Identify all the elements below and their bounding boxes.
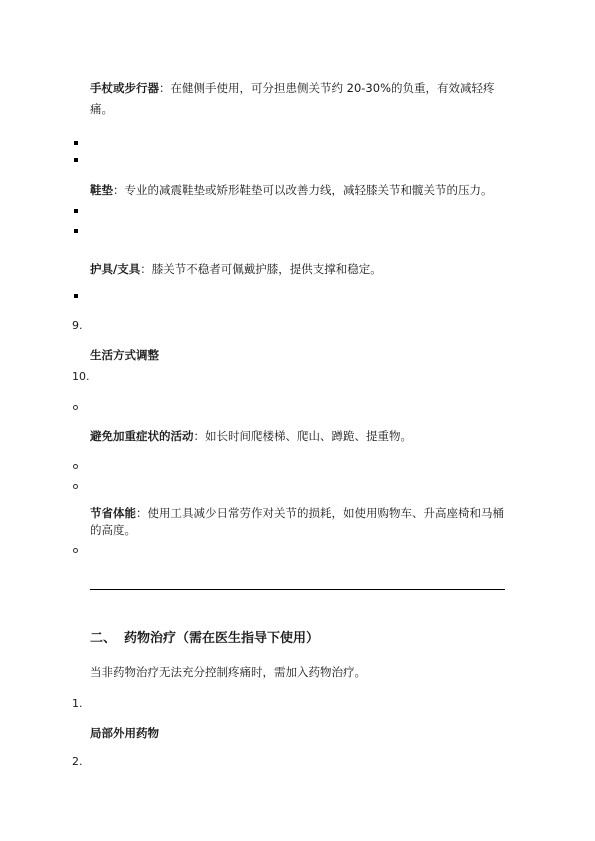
drug-intro: 当非药物治疗无法充分控制疼痛时，需加入药物治疗。 — [90, 665, 366, 679]
save-item — [90, 505, 508, 539]
lifestyle-heading: 生活方式调整 — [90, 348, 159, 362]
insole-item — [90, 180, 508, 201]
avoid-item — [90, 426, 508, 447]
circle-bullet — [73, 548, 78, 553]
square-bullet — [74, 294, 78, 298]
save-sep: ： — [136, 506, 148, 520]
avoid-text: 如长时间爬楼梯、爬山、蹲跪、提重物。 — [205, 429, 412, 443]
horizontal-rule — [90, 589, 505, 590]
avoid-sep: ： — [193, 429, 205, 443]
insole-term: 鞋垫 — [90, 183, 113, 197]
section-2-heading — [90, 627, 319, 646]
list-number-1: 1. — [72, 697, 83, 710]
square-bullet — [74, 141, 78, 145]
circle-bullet — [73, 464, 78, 469]
circle-bullet — [73, 484, 78, 489]
square-bullet — [74, 209, 78, 213]
list-number-9: 9. — [72, 319, 83, 332]
list-number-10: 10. — [72, 370, 90, 383]
section-2-title: 药物治疗（需在医生指导下使用） — [124, 631, 320, 646]
square-bullet — [74, 229, 78, 233]
insole-text: 专业的减震鞋垫或矫形鞋垫可以改善力线，减轻膝关节和髋关节的压力。 — [124, 183, 493, 197]
crutch-sep: ： — [159, 81, 171, 95]
crutch-text: 在健侧手使用，可分担患侧关节约 20-30%的负重，有效减轻疼痛。 — [90, 81, 495, 116]
square-bullet — [74, 158, 78, 162]
brace-item — [90, 259, 508, 280]
crutch-item — [90, 78, 508, 120]
crutch-term: 手杖或步行器 — [90, 81, 159, 95]
insole-sep: ： — [113, 183, 125, 197]
save-term: 节省体能 — [90, 506, 136, 520]
circle-bullet — [73, 405, 78, 410]
section-2-number: 二、 — [90, 631, 117, 646]
avoid-term: 避免加重症状的活动 — [90, 429, 194, 443]
brace-text: 膝关节不稳者可佩戴护膝，提供支撑和稳定。 — [151, 262, 382, 276]
brace-sep: ： — [140, 262, 152, 276]
brace-term: 护具/支具 — [90, 262, 141, 276]
list-number-2: 2. — [72, 755, 83, 768]
topical-heading: 局部外用药物 — [90, 726, 159, 740]
save-text: 使用工具减少日常劳作对关节的损耗，如使用购物车、升高座椅和马桶的高度。 — [90, 506, 504, 537]
